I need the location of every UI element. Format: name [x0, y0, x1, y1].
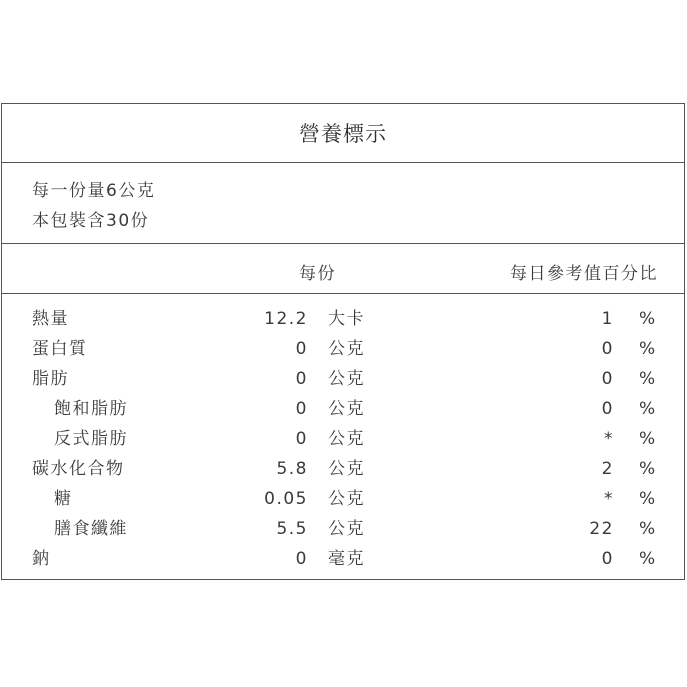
nutrient-daily-value: 0 [601, 549, 614, 569]
nutrient-row-fat [2, 364, 684, 394]
divider-title [2, 162, 684, 163]
nutrient-daily-value: 0 [601, 399, 614, 419]
percent-sign: % [639, 429, 657, 449]
nutrient-unit: 公克 [328, 429, 365, 449]
nutrient-daily-value: * [604, 429, 614, 449]
nutrition-facts-panel [1, 103, 685, 580]
nutrient-row-dietary-fiber [2, 514, 684, 544]
percent-sign: % [639, 339, 657, 359]
percent-sign: % [639, 459, 657, 479]
nutrient-row-energy [2, 304, 684, 334]
panel-title: 營養標示 [299, 122, 387, 146]
nutrient-unit: 公克 [328, 339, 365, 359]
nutrient-name: 熱量 [32, 309, 69, 329]
serving-size: 每一份量6公克 [32, 181, 156, 201]
nutrient-amount: 0 [295, 339, 308, 359]
nutrient-amount: 0 [295, 399, 308, 419]
nutrient-amount: 0 [295, 549, 308, 569]
nutrient-daily-value: * [604, 489, 614, 509]
nutrient-unit: 公克 [328, 519, 365, 539]
nutrient-row-trans-fat [2, 424, 684, 454]
nutrient-name: 脂肪 [32, 369, 69, 389]
column-header-per-serving: 每份 [299, 264, 336, 284]
column-header-daily-value: 每日參考值百分比 [510, 264, 658, 284]
nutrient-unit: 公克 [328, 399, 365, 419]
divider-header [2, 293, 684, 294]
nutrient-name: 膳食纖維 [54, 519, 128, 539]
divider-serving [2, 243, 684, 244]
percent-sign: % [639, 549, 657, 569]
percent-sign: % [639, 309, 657, 329]
nutrient-row-saturated-fat [2, 394, 684, 424]
nutrient-row-protein [2, 334, 684, 364]
nutrient-daily-value: 1 [601, 309, 614, 329]
nutrient-unit: 公克 [328, 459, 365, 479]
nutrient-name: 鈉 [32, 549, 51, 569]
nutrient-amount: 5.8 [276, 459, 308, 479]
nutrient-name: 反式脂肪 [54, 429, 128, 449]
nutrient-daily-value: 2 [601, 459, 614, 479]
nutrient-amount: 0.05 [264, 489, 308, 509]
nutrient-name: 糖 [54, 489, 73, 509]
nutrient-daily-value: 22 [589, 519, 614, 539]
nutrient-amount: 5.5 [276, 519, 308, 539]
nutrient-amount: 0 [295, 429, 308, 449]
nutrient-unit: 大卡 [328, 309, 365, 329]
nutrient-row-carbohydrate [2, 454, 684, 484]
nutrient-amount: 12.2 [264, 309, 308, 329]
nutrient-name: 蛋白質 [32, 339, 88, 359]
nutrient-row-sugar [2, 484, 684, 514]
nutrient-row-sodium [2, 544, 684, 574]
nutrient-unit: 毫克 [328, 549, 365, 569]
nutrient-daily-value: 0 [601, 369, 614, 389]
percent-sign: % [639, 519, 657, 539]
nutrient-daily-value: 0 [601, 339, 614, 359]
nutrient-unit: 公克 [328, 489, 365, 509]
servings-per-package: 本包裝含30份 [32, 211, 150, 231]
nutrient-name: 飽和脂肪 [54, 399, 128, 419]
nutrient-unit: 公克 [328, 369, 365, 389]
percent-sign: % [639, 399, 657, 419]
nutrient-amount: 0 [295, 369, 308, 389]
percent-sign: % [639, 369, 657, 389]
nutrient-name: 碳水化合物 [32, 459, 125, 479]
percent-sign: % [639, 489, 657, 509]
